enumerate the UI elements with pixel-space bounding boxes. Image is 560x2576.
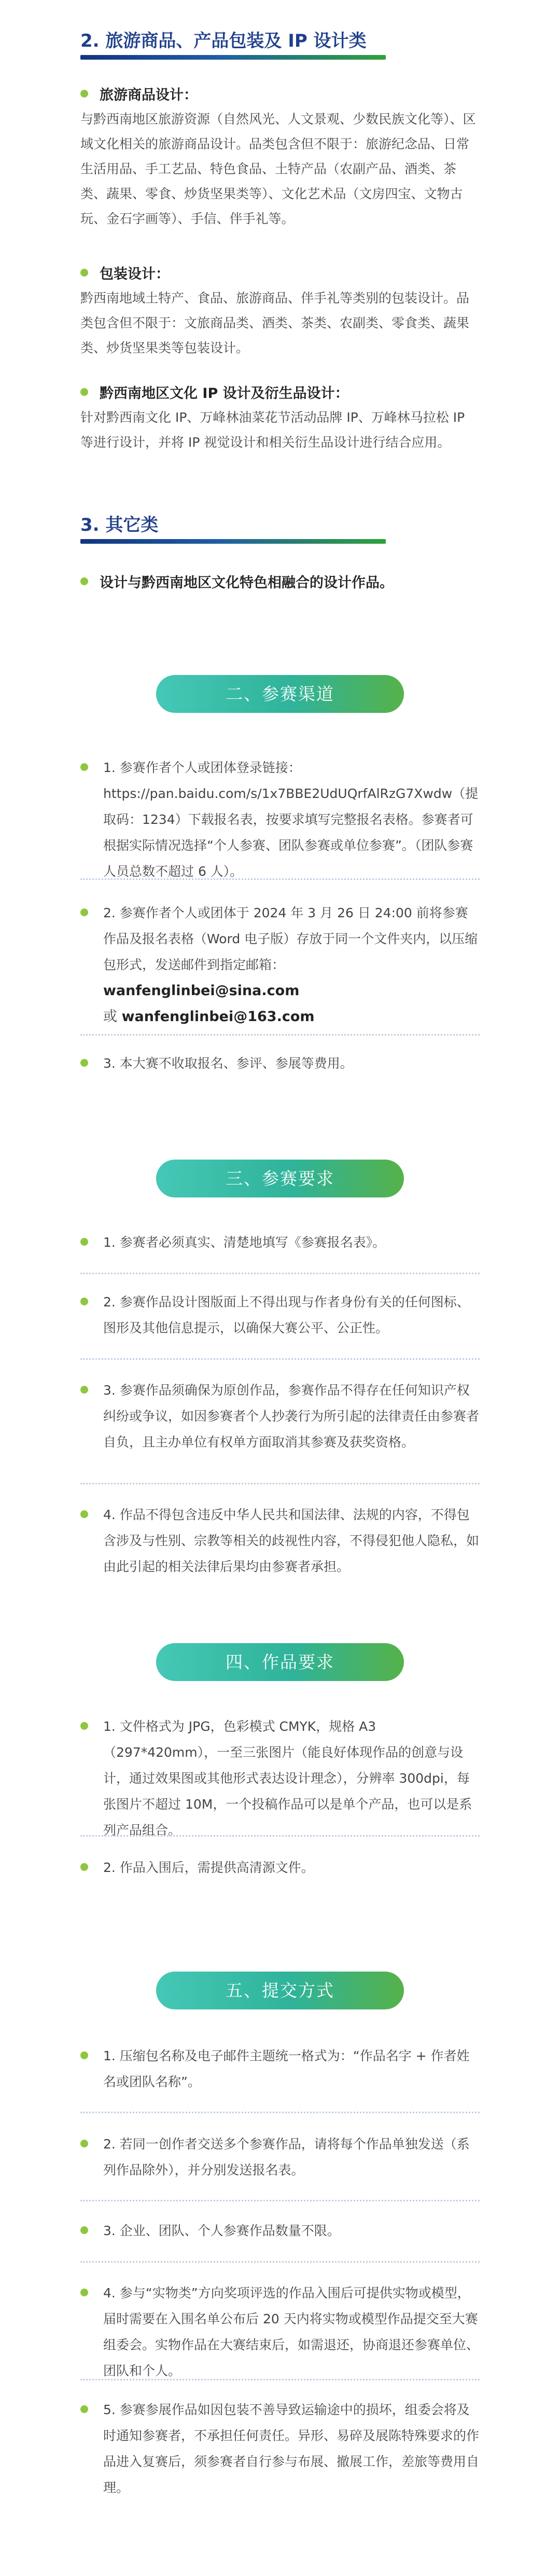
category-description: 针对黔西南文化 IP、万峰林油菜花节活动品牌 IP、万峰林马拉松 IP 等进行设计，并将 IP 视觉设计和相关衍生品设计进行结合应用。 (80, 410, 465, 450)
email-link-163[interactable]: wanfenglinbei@163.com (121, 1009, 315, 1025)
list-item (80, 2043, 480, 2095)
item-text: 4. 作品不得包含违反中华人民共和国法律、法规的内容，不得包含涉及与性别、宗教等相关的歧视性内容，不得侵犯他人隐私，如由此引起的相关法律后果均由参赛者承担。 (103, 1507, 480, 1574)
bullet-dot-icon (80, 1059, 88, 1067)
item-text: 2. 参赛作品设计图版面上不得出现与作者身份有关的任何图标、图形及其他信息提示，以确保大赛公平、公正性。 (103, 1294, 470, 1335)
item-text: 3. 企业、团队、个人参赛作品数量不限。 (103, 2223, 340, 2238)
list-item (80, 2218, 480, 2244)
list-item (80, 1714, 480, 1843)
email-link-sina[interactable]: wanfenglinbei@sina.com (103, 983, 300, 999)
heading-underline (80, 55, 386, 60)
category-description: 与黔西南地区旅游资源（自然风光、人文景观、少数民族文化等）、区域文化相关的旅游商品设计。品类包含但不限于：旅游纪念品、日常生活用品、手工艺品、特色食品、土特产品（农副产品、酒类、茶类、蔬果、零食、炒货坚果类等）、文化艺术品（文房四宝、文物古玩、金石字画等）、手信、伴手礼等。 (80, 112, 476, 226)
list-item (80, 1377, 480, 1455)
divider (80, 878, 480, 880)
item-text: 1. 压缩包名称及电子邮件主题统一格式为：“作品名字 + 作者姓名或团队名称”。 (103, 2048, 470, 2089)
category-title: 设计与黔西南地区文化特色相融合的设计作品。 (100, 574, 394, 591)
bullet-dot-icon (80, 1722, 88, 1730)
section-header-submission: 五、提交方式 (156, 1972, 404, 2009)
section-header-works: 四、作品要求 (156, 1643, 404, 1681)
item-text: 4. 参与“实物类”方向奖项评选的作品入围后可提供实物或模型，届时需要在入围名单公布后 20 天内将实物或模型作品提交至大赛组委会。实物作品在大赛结束后，如需退还，协商退还参赛单位、团队和个人。 (103, 2285, 480, 2378)
item-text: https://pan.baidu.com/s/1x7BBE2UdUQrfAlRzG7Xwdw（提取码：1234）下载报名表，按要求填写完整报名表格。参赛者可根据实际情况选择“个人参赛、团队参赛或单位参赛”。（团队参赛人员总数不超过 6 人）。 (103, 786, 479, 879)
bullet-dot-icon (80, 1298, 88, 1305)
divider (80, 2200, 480, 2201)
divider (80, 1483, 480, 1484)
divider (80, 1358, 480, 1360)
category-title: 包装设计： (100, 266, 170, 282)
category-description: 黔西南地域土特产、食品、旅游商品、伴手礼等类别的包装设计。品类包含但不限于：文旅商品类、酒类、茶类、农副类、零食类、蔬果类、炒货坚果类等包装设计。 (80, 291, 470, 355)
section-2-heading (80, 27, 386, 60)
item-text: 3. 本大赛不收取报名、参评、参展等费用。 (103, 1056, 353, 1071)
list-item (80, 1230, 480, 1256)
category-other (80, 571, 480, 591)
list-item (80, 1855, 480, 1881)
list-item (80, 1051, 480, 1077)
bullet-dot-icon (80, 577, 88, 585)
bullet-dot-icon (80, 2140, 88, 2147)
item-text: 1. 文件格式为 JPG，色彩模式 CMYK，规格 A3（297*420mm），一至三张图片（能良好体现作品的创意与设计，通过效果图或其他形式表达设计理念），分辨率 300dpi，每张图片不超过 10M，一个投稿作品可以是单个产品，也可以是系列产品组合。 (103, 1719, 472, 1838)
divider (80, 1034, 480, 1036)
bullet-dot-icon (80, 763, 88, 771)
list-item (80, 755, 480, 885)
bullet-dot-icon (80, 908, 88, 916)
divider (80, 2112, 480, 2113)
list-item (80, 2280, 480, 2384)
bullet-dot-icon (80, 90, 88, 98)
heading-underline (80, 539, 386, 544)
category-packaging (80, 262, 480, 361)
email-prefix: 或 (103, 1009, 122, 1025)
bullet-dot-icon (80, 2226, 88, 2234)
bullet-dot-icon (80, 2289, 88, 2296)
bullet-dot-icon (80, 1238, 88, 1246)
divider (80, 1835, 480, 1837)
section-3-heading (80, 511, 386, 544)
category-tourism-goods (80, 83, 480, 231)
bullet-dot-icon (80, 1863, 88, 1871)
divider (80, 1273, 480, 1274)
section-2-title: 2. 旅游商品、产品包装及 IP 设计类 (80, 31, 367, 51)
item-text: 5. 参赛参展作品如因包装不善导致运输途中的损坏，组委会将及时通知参赛者，不承担任何责任。异形、易碎及展陈特殊要求的作品进入复赛后，须参赛者自行参与布展、撤展工作，差旅等费用自理。 (103, 2402, 480, 2495)
category-ip-design (80, 381, 480, 455)
list-item (80, 1289, 480, 1341)
divider (80, 2261, 480, 2263)
list-item (80, 1502, 480, 1580)
bullet-dot-icon (80, 1386, 88, 1394)
item-text: 1. 参赛者必须真实、清楚地填写《参赛报名表》。 (103, 1235, 386, 1250)
item-text: 2. 作品入围后，需提供高清源文件。 (103, 1860, 314, 1875)
category-title: 旅游商品设计： (100, 87, 198, 103)
bullet-dot-icon (80, 388, 88, 396)
section-header-channels: 二、参赛渠道 (156, 675, 404, 713)
bullet-dot-icon (80, 269, 88, 277)
divider (80, 2379, 480, 2380)
item-text: 1. 参赛作者个人或团体登录链接： (103, 760, 301, 775)
bullet-dot-icon (80, 2405, 88, 2413)
bullet-dot-icon (80, 2051, 88, 2059)
list-item (80, 2397, 480, 2501)
bullet-dot-icon (80, 1510, 88, 1518)
list-item (80, 900, 480, 1030)
item-text: 2. 若同一创作者交送多个参赛作品，请将每个作品单独发送（系列作品除外），并分别发送报名表。 (103, 2137, 470, 2178)
item-text: 3. 参赛作品须确保为原创作品，参赛作品不得存在任何知识产权纠纷或争议，如因参赛者个人抄袭行为所引起的法律责任由参赛者自负，且主办单位有权单方面取消其参赛及获奖资格。 (103, 1383, 480, 1450)
section-header-requirements: 三、参赛要求 (156, 1160, 404, 1197)
list-item (80, 2131, 480, 2183)
item-text: 2. 参赛作者个人或团体于 2024 年 3 月 26 日 24:00 前将参赛作品及报名表格（Word 电子版）存放于同一个文件夹内，以压缩包形式，发送邮件到指定邮箱： (103, 905, 478, 972)
section-3-title: 3. 其它类 (80, 515, 159, 535)
category-title: 黔西南地区文化 IP 设计及衍生品设计： (100, 385, 349, 402)
